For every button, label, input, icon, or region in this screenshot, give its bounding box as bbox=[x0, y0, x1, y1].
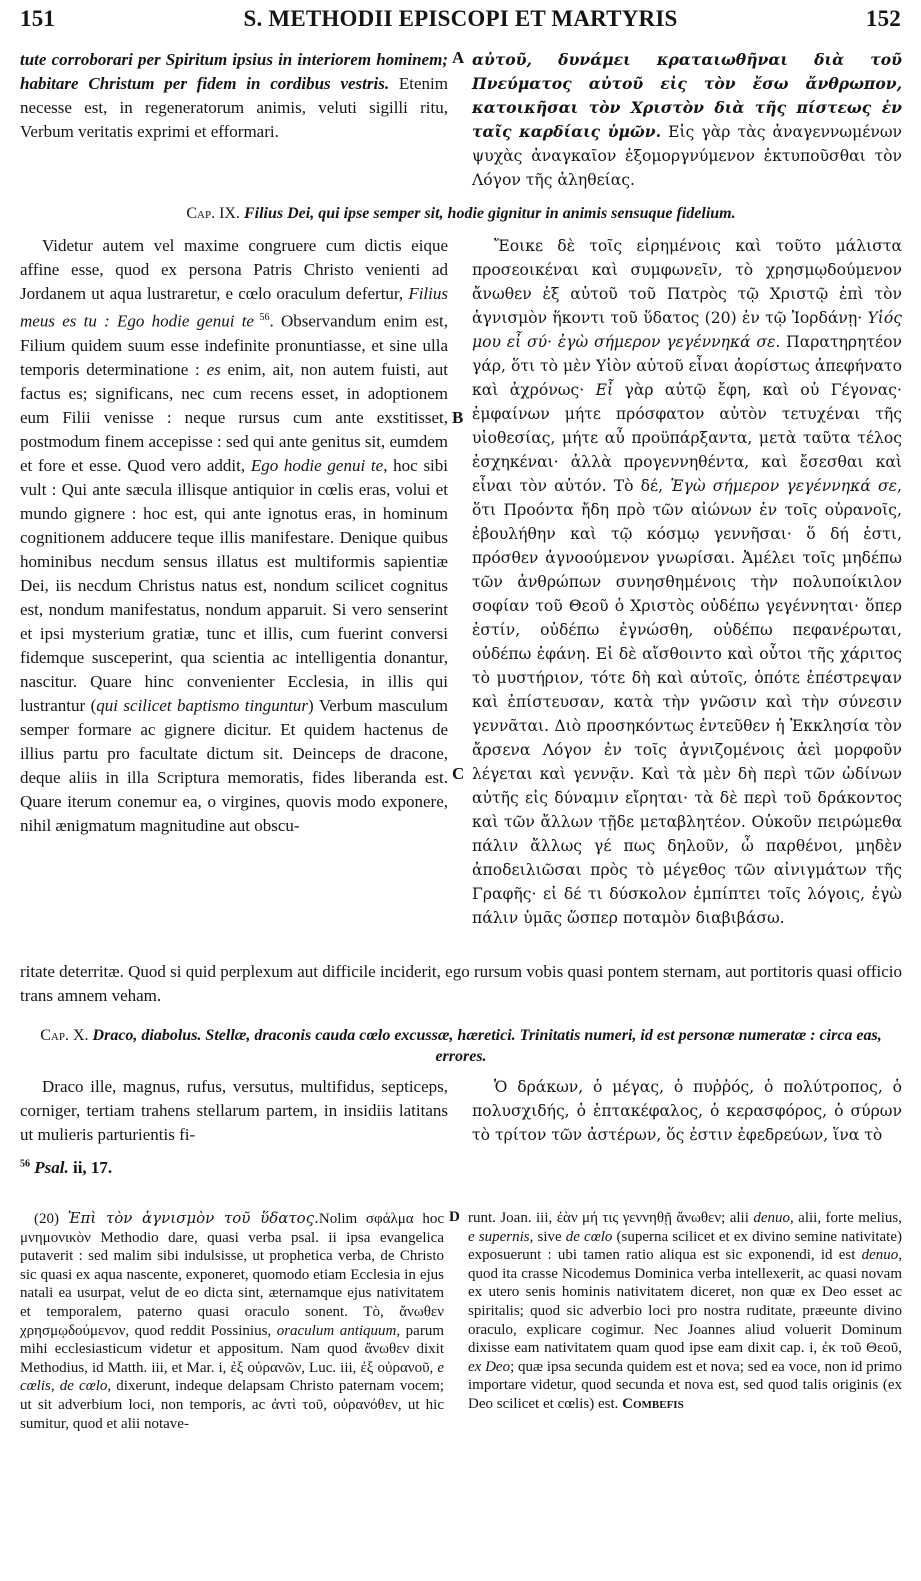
note-right-text-4: (superna scilicet et ex divino semine nativitate) exposuerunt : ubi tamen ratio aliqua est sic exponendi, id est bbox=[468, 1228, 902, 1264]
greek-text: Εἰς γὰρ τὰς ἀναγεννωμένων ψυχὰς ἀναγκαῖον ἐξομοργνύμενον ἐκτυποῦσθαι τὸν Λόγον τῆς ἀληθείας. bbox=[472, 123, 903, 189]
greek-para-4: , ὅτι Προόντα ἤδη πρὸ τῶν αἰώνων ἐν τοῖς οὐρανοῖς, ἐβουλήθην καὶ τῷ κόσμῳ γεννῆσαι· ὅ δή ἐστι, πρόσθεν ἀγνοούμενον γνωρίσαι. Ἀμέλει τοῖς μηδέπω τῶν ἀνθρώπων συνησθημένοις τὴν πολυποίκιλον σοφίαν τοῦ Θεοῦ ὁ Χριστὸς οὐδέπω γεγέννηται· ὅπερ ἐστίν, οὐδέπω ἐγνώσθη, οὐδέπω πεφανέρωται, οὐδέπω ἐφάνη. Εἰ δὲ αἴσθοιντο καὶ οὗτοι τῆς χάριτος τὸ μυστήριον, τότε δὴ καὶ αὐτοῖς, ὁπότε ἐπέστρεψαν καὶ ἐπίστευσαν, κατὰ τὴν γνῶσιν καὶ τὴν σύνεσιν γεννᾶται. Διὸ προσηκόντως ἐντεῦθεν ἡ Ἐκκλησία τὸν ἄρσενα Λόγον ἐν τοῖς ἁγνιζομένοις ἀεὶ μορφοῦν λέγεται καὶ γεννᾷν. Καὶ τὰ μὲν δὴ περὶ τῶν ὠδίνων αὐτῆς εἰς δύναμιν εἴρηται· τὰ δὲ περὶ τοῦ δράκοντος καὶ τῶν ἄλλων τῇδε μεταβλητέον. Οὐκοῦν πειρώμεθα πάλιν ἄλλως γέ πως δηλοῦν, ὦ παρθένοι, μηδὲν ἀποδειλιῶσαι πρὸς τὸ μέγεθος τῶν αἰνιγμάτων τῆς Γραφῆς· εἰ δέ τι δύσκολον ἐμπίπτει τοῖς λόγοις, ἐγὼ πάλιν ὑμᾶς ὥσπερ ποταμὸν διαβιβάσω. bbox=[472, 477, 902, 927]
right-page-number: 152 bbox=[865, 6, 901, 31]
latin-quote-2: es bbox=[206, 359, 221, 379]
footnote-ref-56: 56 bbox=[253, 312, 270, 323]
latin-full-width-continuation: ritate deterritæ. Quod si quid perplexum aut difficile inciderit, ego rursum vobis quasi pontem sternam, aut portitoris quasi officio trans amnem veham. bbox=[20, 962, 902, 1005]
note-right-text-6: ; quæ ipsa secunda quidem est et nova; sed ea voce, non id primo importare videtur, quod secunda et nova est, sed quod talis originis (ex Deo scilicet et cœlis) est. bbox=[468, 1358, 903, 1412]
footnote-56 bbox=[20, 1158, 112, 1178]
left-page-number: 151 bbox=[20, 6, 56, 31]
chapter-10-label: Cap. X. bbox=[40, 1027, 89, 1044]
note-right-text-1: runt. Joan. iii, ἐὰν μή τις γεννηθῇ ἄνωθεν; alii bbox=[468, 1210, 754, 1226]
note-right-italic-1: denuo bbox=[753, 1210, 790, 1226]
footnote-ref: ii, 17. bbox=[72, 1158, 113, 1177]
chapter-10-title: Draco, diabolus. Stellæ, draconis cauda cœlo excussæ, hæretici. Trinitatis numeri, id est personæ numeratæ : circa eas, errores. bbox=[92, 1027, 882, 1065]
chapter-10-heading bbox=[20, 1025, 902, 1067]
chapter-9-title: Filius Dei, qui ipse semper sit, hodie gignitur in animis sensuque fidelium. bbox=[243, 205, 736, 222]
chapter-10-greek-text: Ὁ δράκων, ὁ μέγας, ὁ πυῤῥός, ὁ πολύτροπος, ὁ πολυσχιδής, ὁ ἑπτακέφαλος, ὁ κερασφόρος, ὁ σύρων τὸ τρίτον τῶν ἀστέρων, ὅς ἐστιν ἐφεδρεύων, ἵνα τὸ bbox=[472, 1078, 902, 1144]
chapter-9-greek-column bbox=[472, 234, 902, 930]
running-header bbox=[20, 6, 901, 40]
note-right-italic-5: ex Deo bbox=[468, 1358, 511, 1375]
note-right-text-2: , alii, forte melius, bbox=[789, 1210, 902, 1226]
chapter-10-greek-column bbox=[472, 1075, 902, 1147]
greek-para-1: Ἔοικε δὲ τοῖς εἰρημένοις καὶ τοῦτο μάλιστα προσεοικέναι καὶ συμφωνεῖν, τὸ χρησμῳδούμενον ἄνωθεν ἐξ αὐτοῦ τοῦ Πατρὸς τῷ Χριστῷ ἐπὶ τὸν ἁγνισμὸν ἥκοντι τοῦ ὕδατος (20) ἐν τῷ Ἰορδάνῃ· bbox=[472, 237, 902, 327]
greek-quote-2: Εἶ bbox=[595, 381, 614, 399]
latin-para-4: , hoc sibi vult : Qui ante sæcula illisque antiquior in cœlis eras, volui et mundo gignere : hoc est, qui ante ignotus eras, in hominum cognitionem adducere teque illis manifestare. Denique quibus hominibus necdum sensus illatus est multiformis sapientiæ Dei, iis necdum Christus natus est, nondum scilicet cognitus est, nondum manifestatus, nondum apparuit. Si vero senserint et ipsi mysterium gratiæ, tunc et illis, cum fuerint conversi fidemque susceperint, qua scientia ac intelligentia donantur, nascitur. Quare hinc convenienter Ecclesia, in illis qui lustrantur ( bbox=[20, 455, 449, 715]
latin-text: Etenim necesse est, in regeneratorum animis, veluti sigilli ritu, Verbum veritatis exprimi et efformari. bbox=[20, 74, 448, 141]
note-right-text-3: , sive bbox=[529, 1228, 566, 1245]
note-right-italic-3: de cœlo bbox=[565, 1228, 613, 1245]
greek-para-3: γὰρ αὐτῷ ἔφη, καὶ οὐ Γέγονας· ἐμφαίνων μήτε πρόσφατον αὐτὸν τετυχέναι τῆς υἱοθεσίας, μήτε αὖ προϋπάρξαντα, μετὰ ταῦτα τέλος ἐσχηκέναι· ἀλλὰ προγεννηθέντα, καὶ ἔσεσθαι καὶ εἶναι τὸν αὐτόν. Τὸ δέ, bbox=[472, 381, 902, 495]
margin-letter-a: A bbox=[452, 48, 465, 67]
running-title: S. METHODII EPISCOPI ET MARTYRIS bbox=[243, 6, 678, 31]
greek-quote-1: Υἱός μου εἶ σύ· ἐγὼ σήμερον γεγέννηκά σε bbox=[472, 309, 902, 351]
latin-column-top bbox=[20, 48, 448, 144]
latin-quote-1: Filius meus es tu : Ego hodie genui te bbox=[20, 284, 448, 331]
chapter-9-latin-column bbox=[20, 234, 448, 838]
chapter-9-label: Cap. IX. bbox=[186, 205, 240, 222]
latin-quote-3: Ego hodie genui te bbox=[250, 455, 384, 475]
footnote-number: 56 bbox=[20, 1158, 30, 1170]
note-italic-2: e cœlis, de cœlo bbox=[20, 1359, 444, 1395]
greek-scripture-quote: αὐτοῦ, δυνάμει κραταιωθῆναι διὰ τοῦ Πνεύματος αὐτοῦ εἰς τὸν ἔσω ἄνθρωπον, κατοικῆσαι τὸν Χριστὸν διὰ τῆς πίστεως ἐν ταῖς καρδίαις ὑμῶν. bbox=[472, 50, 902, 141]
note-text-2: , parum mihi ecclesiasticum videtur et appositum. Nam quod ἄνωθεν dixit Methodius, id Matth. iii, et Mar. i, ἐξ οὐρανῶν, Luc. iii, ἐξ οὐρανοῦ, bbox=[20, 1322, 444, 1376]
note-number-20: (20) bbox=[34, 1211, 68, 1227]
margin-letter-c: C bbox=[452, 764, 465, 783]
chapter-10-latin-column bbox=[20, 1075, 448, 1147]
note-text-1: Nolim σφάλμα hoc μνημονικὸν Methodio dare, quasi verba psal. ii ipsa evangelica putaverit : sed malim sibi indulsisse, ut prophetica verba, de Christo sic quasi ex aqua nascente, exponeret, quomodo etiam Ecclesia in ejus natali ea usurpat, velut de eo dicta sint, æternamque ejus nativitatem et temporalem, paterno quasi oraculo sonent. Τὸ, ἄνωθεν χρησμῳδούμενον, quod reddit Possinius, bbox=[20, 1211, 444, 1339]
note-right-italic-4: denuo bbox=[861, 1247, 899, 1264]
latin-para-5: ) Verbum masculum semper formare ac gignere dicitur. Et quidem hactenus de illius partu pro facultate dictum sit. Deinceps de dracone, deque aliis in illa Scriptura memoratis, fides liberanda est. Quare iterum conemur ea, o virgines, quovis modo exponere, nihil ænigmatum magnitudine aut obscu- bbox=[20, 695, 448, 835]
chapter-9-heading bbox=[20, 203, 902, 224]
greek-quote-3: Ἐγὼ σήμερον γεγέννηκά σε bbox=[670, 477, 898, 495]
latin-para-1: Videtur autem vel maxime congruere cum dictis eique affine esse, quod ex persona Patris Christo venienti ad Jordanem ut aqua lustraretur, e cœlo oraculum defertur, bbox=[20, 236, 448, 303]
greek-column-top bbox=[472, 48, 902, 192]
note-lemma: Ἐπὶ τὸν ἁγνισμὸν τοῦ ὕδατος. bbox=[67, 1209, 319, 1227]
note-right-italic-2: e supernis bbox=[468, 1228, 530, 1245]
latin-para-2: . Observandum enim est, Filium quidem suum esse indefinite pronuntiasse, et sine ulla temporis determinatione : bbox=[20, 311, 448, 379]
notes-left-column bbox=[20, 1209, 444, 1433]
note-right-text-5: , quod ita crasse Nicodemus Dominica verba intellexerit, ac quasi novam ex utero senis hominis nativitatem diceret, non quæ ex Deo esset ac spiritalis; quod sic adverbio loci pro nostra ruditate, præeunte divino oraculo, explicare cogimur. Nec Joannes aliud voluerit Dominum dixisse eam nativitatem quam quod ipse eam dixit cap. i, ἐκ τοῦ Θεοῦ, bbox=[468, 1247, 902, 1357]
note-italic-1: oraculum antiquum bbox=[276, 1322, 397, 1339]
margin-letter-b: B bbox=[452, 408, 464, 427]
footnote-text: Psal. bbox=[30, 1158, 73, 1177]
latin-scripture-quote: tute corroborari per Spiritum ipsius in interiorem hominem; habitare Christum per fidem in cordibus vestris. bbox=[20, 50, 448, 93]
greek-para-2: . Παρατηρητέον γάρ, ὅτι τὸ μὲν Υἱὸν αὐτοῦ εἶναι ἀορίστως ἀπεφήνατο καὶ ἀχρόνως· bbox=[472, 333, 903, 399]
latin-para-3: enim, ait, non autem fuisti, aut factus es; significans, nec cum recens esset, in adoptionem eum Filii venisse : neque rursus cum ante exstitisset, postmodum finem accepisse : sed qui ante genitus sit, eumdem et fore et esse. Quod vero addit, bbox=[20, 359, 448, 475]
margin-letter-d: D bbox=[449, 1209, 460, 1225]
latin-quote-4: qui scilicet baptismo tinguntur bbox=[96, 695, 309, 715]
note-author-signature: Combefis bbox=[622, 1395, 684, 1412]
note-text-3: , dixerunt, indeque delapsam Christo paternam vocem; ut sit adverbium loci, non temporis, ac ἀντὶ τοῦ, οὐρανόθεν, ut hic sumitur, quod et alii notave- bbox=[20, 1378, 444, 1432]
chapter-10-latin-text: Draco ille, magnus, rufus, versutus, multifidus, septiceps, corniger, tertiam trahens stellarum partem, in insidiis latitans ut mulieris parturientis fi- bbox=[20, 1077, 448, 1144]
notes-right-column bbox=[468, 1209, 902, 1414]
